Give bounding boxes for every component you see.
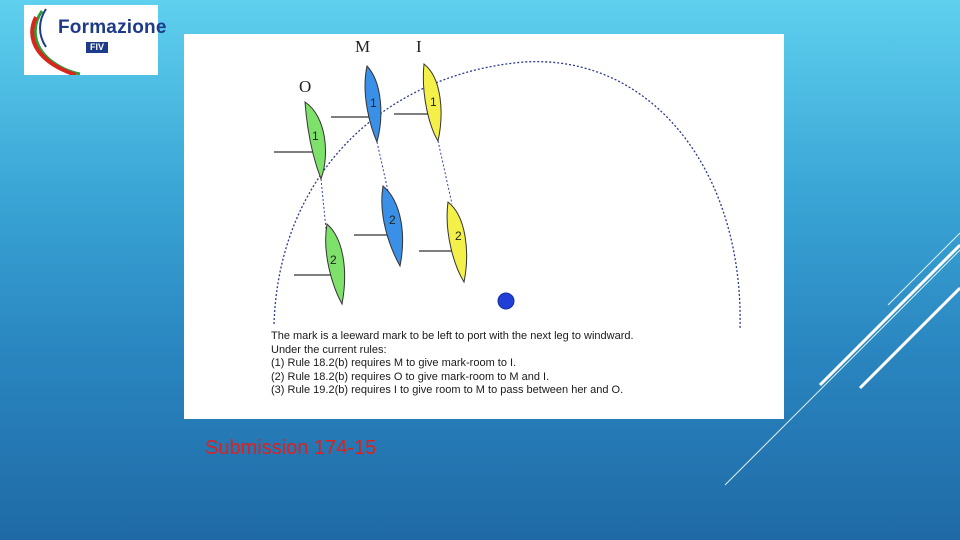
boat-label-m: M [355, 37, 371, 56]
boat-label-i: I [416, 37, 422, 56]
boat-label-o: O [299, 77, 312, 96]
logo-fiv-badge: FIV [86, 42, 108, 53]
boat-o-1-number: 1 [312, 129, 319, 143]
caption-line: Under the current rules: [271, 343, 387, 356]
boat-m-2-number: 2 [389, 213, 396, 227]
caption-line: (2) Rule 18.2(b) requires O to give mark-room to M and I. [271, 370, 550, 383]
caption-line: (1) Rule 18.2(b) requires M to give mark-room to I. [271, 357, 517, 369]
logo-wordmark: Formazione [58, 17, 167, 38]
boat-i-2-number: 2 [455, 229, 462, 243]
boat-i-1-number: 1 [430, 95, 437, 109]
boat-m-1-number: 1 [370, 96, 377, 110]
submission-label: Submission 174-15 [205, 437, 377, 459]
caption-line: (3) Rule 19.2(b) requires I to give room to M to pass between her and O. [271, 384, 624, 396]
caption-line: The mark is a leeward mark to be left to port with the next leg to windward. [271, 330, 634, 342]
boat-o-2-number: 2 [330, 253, 337, 267]
